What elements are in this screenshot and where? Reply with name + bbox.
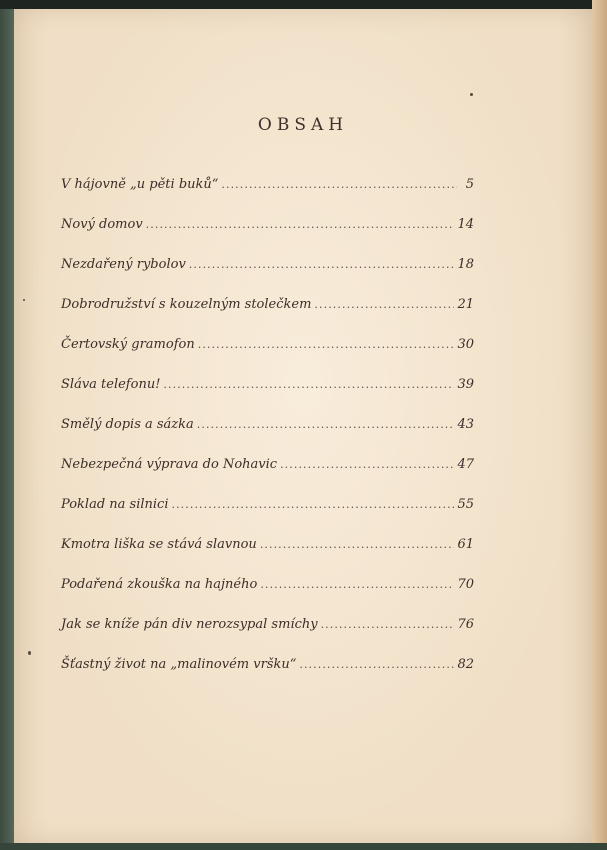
toc-entry-title: Dobrodružství s kouzelným stolečkem: [61, 297, 312, 312]
dot-leader: [314, 298, 454, 311]
toc-entry: [61, 577, 474, 617]
toc-entry-page: 30: [457, 337, 474, 352]
toc-entry-title: Podařená zkouška na hajného: [61, 577, 258, 592]
dot-leader: [299, 658, 454, 671]
book-page: [14, 9, 592, 843]
toc-entry-title: Smělý dopis a sázka: [61, 417, 194, 432]
toc-entry-page: 47: [457, 457, 474, 472]
toc-entry: [61, 497, 474, 537]
dot-leader: [280, 458, 454, 471]
dot-leader: [198, 338, 455, 351]
toc-entry: [61, 417, 474, 457]
page-title: OBSAH: [257, 115, 349, 135]
toc-entry: [61, 257, 474, 297]
toc-entry-page: 76: [457, 617, 474, 632]
toc-entry: [61, 177, 474, 217]
toc-entry-page: 43: [457, 417, 474, 432]
dot-leader: [189, 258, 455, 271]
dot-leader: [146, 218, 455, 231]
toc-entry: [61, 297, 474, 337]
dot-leader: [172, 498, 455, 511]
toc-entry-title: Šťastný život na „malinovém vršku“: [61, 657, 297, 672]
dot-leader: [163, 378, 454, 391]
toc-entry-title: Sláva telefonu!: [61, 377, 161, 392]
toc-entry-page: 39: [457, 377, 474, 392]
toc-entry: [61, 617, 474, 657]
toc-entry-page: 18: [457, 257, 474, 272]
toc-entry: [61, 377, 474, 417]
toc-entry-title: Nebezpečná výprava do Nohavic: [61, 457, 278, 472]
table-of-contents: [61, 177, 474, 697]
toc-entry: [61, 537, 474, 577]
toc-entry: [61, 457, 474, 497]
paper-speck: [23, 299, 25, 301]
dot-leader: [260, 538, 455, 551]
toc-entry-page: 82: [457, 657, 474, 672]
dot-leader: [260, 578, 454, 591]
toc-entry-page: 70: [457, 577, 474, 592]
bottom-cover-edge: [0, 843, 607, 850]
top-shadow-edge: [0, 0, 607, 9]
toc-entry: [61, 217, 474, 257]
paper-speck: [470, 93, 473, 96]
toc-entry-title: V hájovně „u pěti buků“: [61, 177, 219, 192]
toc-entry-page: 14: [457, 217, 474, 232]
dot-leader: [321, 618, 455, 631]
toc-entry: [61, 657, 474, 697]
toc-entry-title: Kmotra liška se stává slavnou: [61, 537, 257, 552]
book-binding-edge: [0, 0, 14, 850]
toc-entry-page: 55: [457, 497, 474, 512]
toc-entry-title: Nezdařený rybolov: [61, 257, 186, 272]
dot-leader: [197, 418, 455, 431]
toc-entry-page: 5: [465, 177, 474, 192]
toc-entry-title: Poklad na silnici: [61, 497, 169, 512]
paper-speck: [28, 651, 31, 655]
toc-entry-page: 21: [457, 297, 474, 312]
toc-entry-title: Jak se kníže pán div nerozsypal smíchy: [61, 617, 318, 632]
toc-entry: [61, 337, 474, 377]
page-fore-edge: [592, 0, 607, 850]
toc-entry-page: 61: [457, 537, 474, 552]
toc-entry-title: Nový domov: [61, 217, 143, 232]
toc-entry-title: Čertovský gramofon: [61, 337, 195, 352]
dot-leader: [221, 178, 457, 191]
